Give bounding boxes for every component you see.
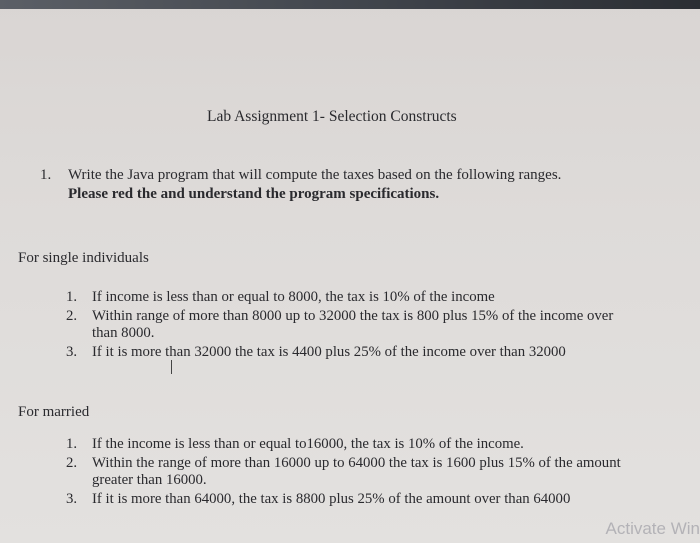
question-number: 1. — [40, 167, 52, 183]
single-heading: For single individuals — [18, 250, 149, 266]
list-item-text: Within the range of more than 16000 up to 64000 the tax is 1600 plus 15% of the amount greater than 16000. — [92, 455, 621, 488]
married-item-1 — [66, 436, 640, 453]
list-item-text: If income is less than or equal to 8000, the tax is 10% of the income — [92, 289, 495, 305]
list-item-text: Within range of more than 8000 up to 32000 the tax is 800 plus 15% of the income over than 8000. — [92, 308, 614, 341]
list-item-text: If it is more than 32000 the tax is 4400 plus 25% of the income over than 32000 — [92, 344, 566, 360]
married-list — [66, 436, 640, 508]
list-number: 3. — [66, 491, 78, 507]
list-number: 3. — [66, 344, 78, 360]
single-list — [66, 289, 640, 361]
married-item-3 — [66, 491, 640, 508]
activation-watermark: Activate Win — [605, 519, 700, 538]
list-number: 1. — [66, 289, 78, 305]
list-number: 2. — [66, 455, 78, 471]
single-item-3 — [66, 344, 640, 361]
list-item-text: If it is more than 64000, the tax is 8800 plus 25% of the amount over than 64000 — [92, 491, 571, 507]
list-item-text: If the income is less than or equal to16000, the tax is 10% of the income. — [92, 436, 524, 452]
single-item-2 — [66, 308, 640, 342]
list-number: 2. — [66, 308, 78, 324]
top-edge-bar — [0, 0, 700, 9]
married-heading: For married — [18, 404, 90, 420]
document-title: Lab Assignment 1- Selection Constructs — [207, 108, 457, 125]
single-item-1 — [66, 289, 640, 306]
married-item-2 — [66, 455, 640, 489]
question-body — [68, 166, 628, 204]
text-cursor-icon — [171, 360, 180, 374]
question-emphasis: Please red the and understand the program specifications. — [68, 186, 440, 202]
list-number: 1. — [66, 436, 78, 452]
question-text: Write the Java program that will compute the taxes based on the following ranges. — [68, 167, 562, 183]
